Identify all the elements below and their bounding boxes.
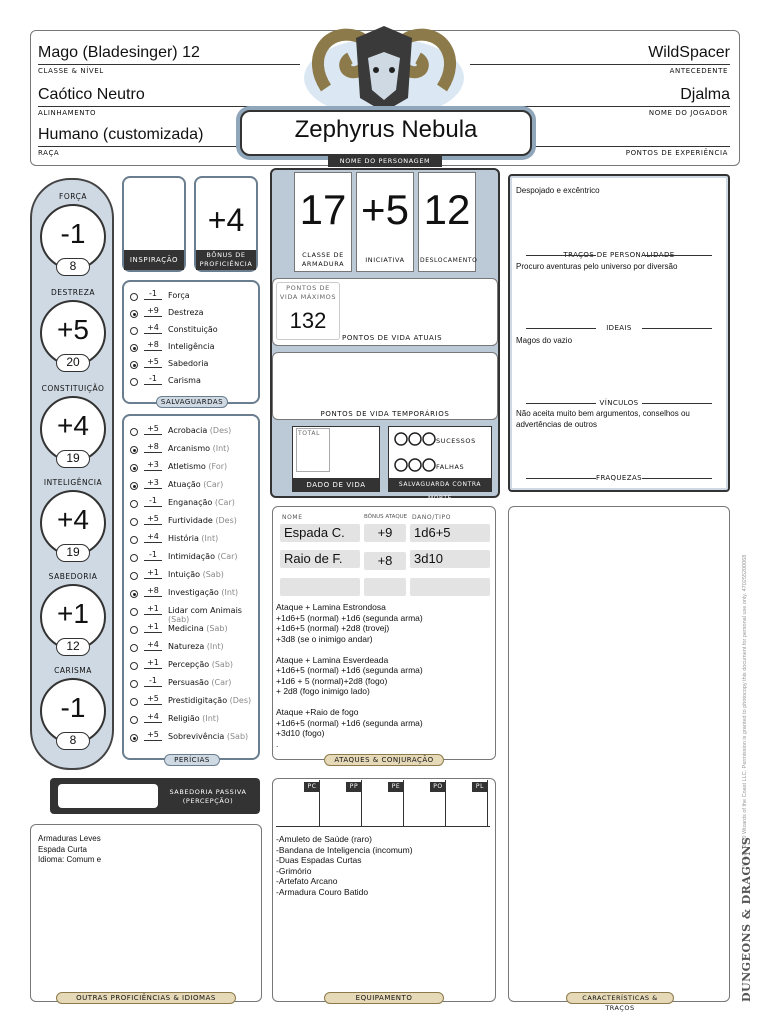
ability-mod[interactable]: +4 (57, 504, 89, 535)
prof-radio[interactable] (130, 644, 138, 652)
ability-mod[interactable]: +4 (57, 410, 89, 441)
attack-bonus[interactable]: +9 (364, 524, 406, 542)
skill-value[interactable]: +1 (144, 604, 162, 615)
player-line (470, 106, 730, 107)
skill-label: Intuição (168, 570, 201, 579)
attack-damage[interactable]: 3d10 (410, 550, 490, 568)
initiative-label: INICIATIVA (365, 256, 405, 264)
skill-label: Medicina (168, 624, 204, 633)
attacks-col-bonus: BÔNUS ATAQUE (364, 514, 408, 520)
xp-line (530, 146, 730, 147)
skill-attr: (Sab) (168, 615, 190, 624)
skill-label: Atuação (168, 480, 201, 489)
skill-row[interactable] (124, 676, 258, 693)
save-name: Força (168, 291, 190, 300)
player-value[interactable]: Djalma (680, 86, 730, 103)
skill-row[interactable] (124, 478, 258, 495)
ability-wisdom (36, 572, 110, 660)
prof-radio[interactable] (130, 310, 138, 318)
skill-attr: (Car) (214, 498, 235, 507)
class-level-value[interactable]: Mago (Bladesinger) 12 (38, 44, 200, 61)
coin-pe-label: PE (388, 782, 404, 792)
save-value[interactable]: +5 (144, 357, 162, 368)
coin-pp-label: PP (346, 782, 362, 792)
coin-column (276, 780, 490, 830)
skill-name (168, 732, 248, 741)
initiative-value[interactable]: +5 (361, 186, 409, 233)
skill-value[interactable]: +1 (144, 568, 162, 579)
skill-attr: (Int) (202, 714, 220, 723)
death-success-label: SUCESSOS (436, 437, 476, 445)
death-saves-label: SALVAGUARDA CONTRA MORTE (388, 478, 492, 492)
skill-name (168, 534, 218, 543)
skill-name (168, 444, 229, 453)
ac-value[interactable]: 17 (299, 186, 347, 233)
other-prof-title: OUTRAS PROFICIÊNCIAS & IDIOMAS (56, 992, 236, 1004)
ability-score[interactable]: 19 (56, 450, 90, 468)
skill-value[interactable]: +1 (144, 622, 162, 633)
save-row-dex[interactable] (124, 306, 258, 323)
skill-row[interactable] (124, 694, 258, 711)
save-value[interactable]: -1 (144, 289, 162, 300)
player-label: NOME DO JOGADOR (648, 109, 728, 117)
attacks-col-damage: DANO/TIPO (412, 514, 452, 521)
save-value[interactable]: +8 (144, 340, 162, 351)
skill-row[interactable] (124, 532, 258, 549)
prof-radio[interactable] (130, 590, 138, 598)
proficiency-value[interactable]: +4 (207, 202, 245, 238)
ability-name: FORÇA (59, 192, 87, 201)
skill-name (168, 426, 231, 435)
bonds-text[interactable]: Magos do vazio (516, 336, 573, 345)
skill-value[interactable]: -1 (144, 496, 162, 507)
skill-row[interactable] (124, 658, 258, 675)
skill-label: Investigação (168, 588, 219, 597)
ideals-label: IDEAIS (508, 324, 730, 332)
save-row-cha[interactable] (124, 374, 258, 391)
skill-attr: (Sab) (206, 624, 228, 633)
skill-row[interactable] (124, 442, 258, 459)
skill-value[interactable]: +1 (144, 658, 162, 669)
save-value[interactable]: -1 (144, 374, 162, 385)
ability-name: INTELIGÊNCIA (43, 478, 103, 487)
ability-mod[interactable]: +5 (57, 314, 89, 345)
skill-label: Arcanismo (168, 444, 211, 453)
ability-name: SABEDORIA (48, 572, 98, 581)
ability-charisma (36, 666, 110, 754)
skill-attr: (Int) (212, 444, 230, 453)
skill-name (168, 714, 219, 723)
skill-label: História (168, 534, 199, 543)
death-fail-circles[interactable] (394, 458, 436, 477)
ability-score[interactable]: 12 (56, 638, 90, 656)
attack-name[interactable]: Raio de F. (280, 550, 360, 568)
attack-bonus[interactable]: +8 (364, 552, 406, 570)
background-value[interactable]: WildSpacer (648, 44, 730, 61)
ability-score[interactable]: 19 (56, 544, 90, 562)
skill-label: Prestidigitação (168, 696, 228, 705)
background-line (470, 64, 730, 65)
skill-label: Natureza (168, 642, 205, 651)
skill-attr: (Sab) (211, 660, 234, 669)
save-value[interactable]: +9 (144, 306, 162, 317)
prof-radio[interactable] (130, 680, 138, 688)
skill-row[interactable] (124, 712, 258, 729)
skill-label: Percepção (168, 660, 210, 669)
prof-radio[interactable] (130, 464, 138, 472)
skill-name (168, 552, 238, 561)
skill-row[interactable] (124, 640, 258, 657)
alignment-value[interactable]: Caótico Neutro (38, 86, 145, 103)
skill-attr: (Des) (209, 426, 232, 435)
brand-logo: DUNGEONS & DRAGONS (740, 836, 753, 1002)
skill-name (168, 642, 224, 651)
skills-panel (122, 414, 260, 760)
attack-damage[interactable] (410, 578, 490, 596)
skill-name (168, 696, 251, 705)
hp-max-value[interactable]: 132 (289, 308, 327, 333)
ability-name: CONSTITUIÇÃO (41, 384, 105, 393)
save-row-con[interactable] (124, 323, 258, 340)
skill-row[interactable] (124, 568, 258, 585)
prof-radio[interactable] (130, 626, 138, 634)
skill-value[interactable]: +8 (144, 442, 162, 453)
ability-score[interactable]: 20 (56, 354, 90, 372)
skill-attr: (Int) (201, 534, 219, 543)
skill-label: Lidar com Animais (168, 606, 242, 615)
prof-radio[interactable] (130, 698, 138, 706)
copyright-text: TM & © 2020 Wizards of the Coast LLC. Permission is granted to photocopy this document for personal use only. 470255200068 (742, 554, 748, 870)
skill-attr: (Sab) (226, 732, 249, 741)
proficiency-label: BÔNUS DE PROFICIÊNCIA (196, 250, 256, 270)
attacks-col-name: NOME (282, 514, 303, 521)
inspiration-label: INSPIRAÇÃO (124, 250, 184, 270)
skill-label: Intimidação (168, 552, 215, 561)
skill-value[interactable]: -1 (144, 550, 162, 561)
skill-name (168, 624, 228, 633)
skill-value[interactable]: +3 (144, 460, 162, 471)
other-prof-text[interactable]: Armaduras Leves Espada Curta Idioma: Comum e (38, 834, 102, 864)
hp-current-label: PONTOS DE VIDA ATUAIS (342, 334, 443, 342)
save-row-str[interactable] (124, 289, 258, 306)
personality-label: TRAÇOS DE PERSONALIDADE (508, 251, 730, 259)
skill-row[interactable] (124, 496, 258, 513)
coin-pc-label: PC (304, 782, 320, 792)
prof-radio[interactable] (130, 344, 138, 352)
background-label: ANTECEDENTE (669, 67, 728, 75)
save-name: Destreza (168, 308, 204, 317)
save-value[interactable]: +4 (144, 323, 162, 334)
flaws-text[interactable]: Não aceita muito bem argumentos, conselhos ou advertências de outros (516, 409, 690, 429)
bonds-label: VÍNCULOS (508, 399, 730, 407)
skill-attr: (For) (208, 462, 228, 471)
ability-strength (36, 192, 110, 280)
skill-name (168, 660, 233, 669)
prof-radio[interactable] (130, 378, 138, 386)
skill-value[interactable]: -1 (144, 676, 162, 687)
attack-name[interactable] (280, 578, 360, 596)
skill-value[interactable]: +8 (144, 586, 162, 597)
saves-panel (122, 280, 260, 404)
ability-score[interactable]: 8 (56, 732, 90, 750)
death-fail-label: FALHAS (436, 463, 465, 471)
skill-row[interactable] (124, 586, 258, 603)
prof-radio[interactable] (130, 428, 138, 436)
attack-name[interactable]: Espada C. (280, 524, 360, 542)
flaws-label: FRAQUEZAS (508, 474, 730, 482)
skill-label: Religião (168, 714, 200, 723)
save-name: Sabedoria (168, 359, 209, 368)
skill-label: Persuasão (168, 678, 209, 687)
attacks-title: ATAQUES & CONJURAÇÃO (324, 754, 444, 766)
saves-title: SALVAGUARDAS (156, 396, 228, 408)
skill-label: Atletismo (168, 462, 206, 471)
skill-row[interactable] (124, 622, 258, 639)
skill-name (168, 588, 238, 597)
ram-emblem-icon (296, 18, 472, 114)
skill-attr: (Car) (211, 678, 232, 687)
prof-radio[interactable] (130, 361, 138, 369)
skill-attr: (Car) (217, 552, 238, 561)
skill-attr: (Des) (229, 696, 252, 705)
ability-mod[interactable]: -1 (60, 218, 86, 249)
hit-dice-total-label: TOTAL (298, 430, 321, 437)
char-name-value[interactable]: Zephyrus Nebula (294, 116, 478, 143)
skill-attr: (Int) (221, 588, 239, 597)
skill-value[interactable]: +5 (144, 694, 162, 705)
skill-attr: (Des) (215, 516, 237, 525)
prof-radio[interactable] (130, 293, 138, 301)
skill-row[interactable] (124, 514, 258, 531)
passive-perception-value[interactable] (58, 784, 158, 808)
skill-value[interactable]: +5 (144, 514, 162, 525)
save-name: Inteligência (168, 342, 215, 351)
race-value[interactable]: Humano (customizada) (38, 126, 204, 143)
death-success-circles[interactable] (394, 432, 436, 451)
attack-bonus[interactable] (364, 578, 406, 596)
skill-name (168, 480, 223, 489)
coin-bar (276, 826, 490, 827)
skill-label: Acrobacia (168, 426, 208, 435)
prof-radio[interactable] (130, 716, 138, 724)
skill-attr: (Car) (203, 480, 224, 489)
race-line (38, 146, 238, 147)
skill-value[interactable]: +4 (144, 712, 162, 723)
skill-row[interactable] (124, 424, 258, 441)
skill-name (168, 498, 235, 507)
skill-value[interactable]: +5 (144, 730, 162, 741)
save-name: Constituição (168, 325, 218, 334)
ability-name: DESTREZA (50, 288, 96, 297)
ideals-text[interactable]: Procuro aventuras pelo universo por diversão (516, 262, 678, 271)
prof-radio[interactable] (130, 662, 138, 670)
ability-score[interactable]: 8 (56, 258, 90, 276)
skill-value[interactable]: +4 (144, 640, 162, 651)
skill-value[interactable]: +3 (144, 478, 162, 489)
prof-radio[interactable] (130, 734, 138, 742)
prof-radio[interactable] (130, 518, 138, 526)
alignment-label: ALINHAMENTO (38, 109, 97, 117)
prof-radio[interactable] (130, 500, 138, 508)
ability-mod[interactable]: -1 (60, 692, 86, 723)
ability-dexterity (36, 288, 110, 376)
equipment-title: EQUIPAMENTO (324, 992, 444, 1004)
char-name-label: NOME DO PERSONAGEM (328, 156, 442, 167)
features-title: CARACTERÍSTICAS & TRAÇOS (566, 992, 674, 1004)
attack-damage[interactable]: 1d6+5 (410, 524, 490, 542)
skill-attr: (Sab) (202, 570, 224, 579)
prof-radio[interactable] (130, 446, 138, 454)
prof-radio[interactable] (130, 608, 138, 616)
skill-value[interactable]: +5 (144, 424, 162, 435)
features-panel[interactable] (508, 506, 730, 1002)
hit-dice-label: DADO DE VIDA (292, 478, 380, 492)
race-label: RAÇA (38, 149, 60, 157)
class-level-label: CLASSE & NÍVEL (38, 67, 104, 75)
prof-radio[interactable] (130, 536, 138, 544)
hp-temp-label: PONTOS DE VIDA TEMPORÁRIOS (320, 410, 450, 418)
skill-name (168, 462, 227, 471)
skill-label: Enganação (168, 498, 213, 507)
prof-radio[interactable] (130, 482, 138, 490)
skill-name (168, 516, 237, 525)
alignment-line (38, 106, 300, 107)
skills-title: PERÍCIAS (164, 754, 220, 766)
hp-max-label: PONTOS DE VIDA MÁXIMOS (279, 284, 337, 301)
skill-row[interactable] (124, 460, 258, 477)
skill-label: Sobrevivência (168, 732, 225, 741)
class-level-line (38, 64, 300, 65)
skill-row[interactable] (124, 550, 258, 567)
xp-label: PONTOS DE EXPERIÊNCIA (625, 149, 728, 157)
skill-attr: (Int) (206, 642, 224, 651)
ability-constitution (36, 384, 110, 472)
save-name: Carisma (168, 376, 201, 385)
skill-name (168, 678, 231, 687)
skill-row[interactable] (124, 604, 258, 624)
save-row-wis[interactable] (124, 357, 258, 374)
speed-value[interactable]: 12 (423, 186, 471, 233)
ac-label: CLASSE DE ARMADURA (301, 251, 345, 268)
equipment-text[interactable]: -Amuleto de Saúde (raro) -Bandana de Inteligencia (incomum) -Duas Espadas Curtas -Grimório -Artefato Arcano -Armadura Couro Batido (276, 834, 413, 897)
ability-name: CARISMA (54, 666, 92, 675)
skill-label: Furtividade (168, 516, 213, 525)
skill-row[interactable] (124, 730, 258, 747)
coin-pl-label: PL (472, 782, 488, 792)
save-row-int[interactable] (124, 340, 258, 357)
coin-po-label: PO (430, 782, 446, 792)
prof-radio[interactable] (130, 572, 138, 580)
speed-label: DESLOCAMENTO (420, 257, 478, 264)
traits-panel (508, 174, 730, 492)
ability-intelligence (36, 478, 110, 566)
attacks-notes[interactable]: Ataque + Lamina Estrondosa +1d6+5 (normal) +1d6 (segunda arma) +1d6+5 (normal) +2d8 (trovej) +3d8 (se o inimigo andar) Ataque + Lamina Esverdeada +1d6+5 (normal) +1d6 (segunda arma) +1d6 + 5 (normal)+2d8 (fogo) + 2d8 (fogo inimigo lado) Ataque +Raio de fogo +1d6+5 (normal) +1d6 (segunda arma) +3d10 (fogo) . (276, 602, 423, 749)
passive-perception-label: SABEDORIA PASSIVA (PERCEPÇÃO) (169, 788, 247, 805)
personality-text[interactable]: Despojado e excêntrico (516, 186, 600, 195)
prof-radio[interactable] (130, 327, 138, 335)
skill-name (168, 570, 224, 579)
prof-radio[interactable] (130, 554, 138, 562)
skill-value[interactable]: +4 (144, 532, 162, 543)
ability-mod[interactable]: +1 (57, 598, 89, 629)
